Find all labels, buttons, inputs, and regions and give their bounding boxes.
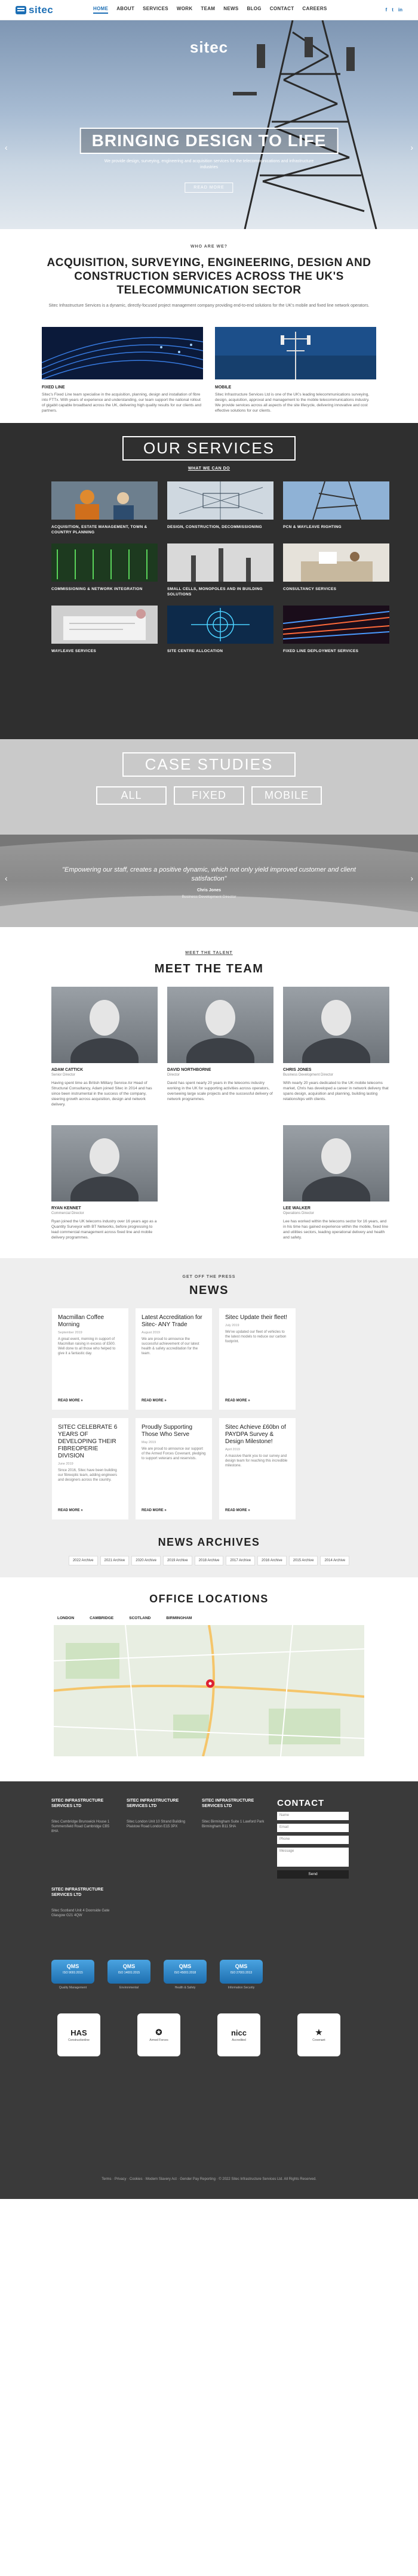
member-name: ADAM CATTICK (51, 1068, 84, 1072)
fixed-line-text: Sitec's Fixed Line team specialise in the acquisition, planning, design and installation of fibre into FTTx. With years of experience and understanding, our team support the national rollout of gigabit capable broadband across the UK, delivering high quality results for our clients and partners. (42, 393, 202, 413)
footer-columns-row2 (0, 1879, 418, 1918)
contact-form (277, 1798, 349, 1879)
team-row (0, 1107, 418, 1240)
news-card-title: Sitec Update their fleet! (225, 1314, 287, 1321)
member-name: DAVID NORTHBORNE (167, 1068, 211, 1072)
service-image (51, 543, 158, 582)
service-image (283, 481, 389, 520)
avatar (283, 1125, 389, 1201)
chevron-right-icon[interactable]: › (410, 873, 413, 883)
fixed-line-title: FIXED LINE (42, 385, 65, 390)
facebook-icon[interactable]: f (385, 7, 388, 13)
chevron-left-icon[interactable]: ‹ (5, 873, 8, 883)
service-label: CONSULTANCY SERVICES (283, 587, 337, 591)
news-kicker: GET OFF THE PRESS (182, 1275, 236, 1279)
news-card[interactable] (52, 1418, 128, 1519)
office-map[interactable] (54, 1625, 364, 1756)
tab-birmingham[interactable]: BIRMINGHAM (166, 1616, 192, 1620)
service-label: SMALL CELLS, MONOPOLES AND IN BUILDING SOLUTIONS (167, 587, 263, 597)
team-kicker: MEET THE TALENT (185, 951, 233, 955)
nicc-seal-icon: nicc Accredited (217, 2013, 260, 2056)
services-section (0, 423, 418, 739)
site-header (0, 0, 418, 20)
read-more-link[interactable]: READ MORE » (225, 1509, 250, 1512)
news-card-empty (303, 1418, 379, 1519)
news-card-text: Since 2016, Sitec have been building our fibreoptic team, adding engineers and designers across the country. (58, 1469, 118, 1482)
archive-link[interactable]: 2014 Archive (320, 1556, 349, 1565)
nav-team[interactable]: TEAM (201, 6, 216, 11)
service-image (167, 481, 273, 520)
team-member[interactable] (51, 987, 158, 1107)
archive-links (0, 1556, 418, 1565)
contact-title: CONTACT (277, 1798, 325, 1808)
news-card-empty (303, 1308, 379, 1410)
member-name: RYAN KENNET (51, 1206, 81, 1210)
fibre-optic-image (42, 327, 203, 379)
news-card-title: Proudly Supporting Those Who Serve (142, 1424, 193, 1438)
footer-company: SITEC INFRASTRUCTURE SERVICES LTD (51, 1799, 104, 1808)
case-studies-section (0, 739, 418, 835)
nav-contact[interactable]: CONTACT (269, 6, 294, 11)
archive-link[interactable]: 2022 Archive (69, 1556, 98, 1565)
member-role: Director (167, 1073, 180, 1077)
service-image (167, 606, 273, 644)
footer-columns (0, 1798, 418, 1879)
team-member[interactable] (167, 987, 273, 1107)
service-card[interactable] (283, 543, 389, 597)
news-card-text: We are proud to announce our support of the Armed Forces Covenant, pledging to support veterans and reservists. (142, 1447, 206, 1460)
news-card-title: Latest Accreditation for Sitec- ANY Trade (142, 1314, 202, 1328)
footer-company: SITEC INFRASTRUCTURE SERVICES LTD (127, 1799, 179, 1808)
message-field[interactable]: Message (277, 1848, 349, 1867)
read-more-link[interactable]: READ MORE » (58, 1509, 83, 1512)
news-card[interactable] (219, 1418, 296, 1519)
service-image (283, 606, 389, 644)
mobile-text: Sitec Infrastructure Services Ltd is one of the UK's leading telecommunications surveying, design, acquisition, approval and management to the mobile telecommunications industry. We provide services across all aspects of the site lifecycle, delivering innovative and cost effective solutions for our clients. (215, 393, 370, 413)
covenant-seal-icon: ★ Covenant (297, 2013, 340, 2056)
footer-address (51, 1887, 116, 1918)
service-label: WAYLEAVE SERVICES (51, 649, 97, 653)
news-card[interactable] (136, 1418, 212, 1519)
qms-icon: QMS ISO 45001:2018 (164, 1960, 207, 1984)
service-image (51, 481, 158, 520)
team-member[interactable] (51, 1125, 158, 1240)
intro-kicker: WHO ARE WE? (190, 245, 228, 249)
news-card-date: August 2019 (142, 1331, 160, 1335)
service-card[interactable] (283, 606, 389, 654)
intro-text: Sitec Infrastructure Services is a dynamic, directly-focused project management company providing end-to-end solutions for the UK's mobile and fixed line network operators. (48, 304, 370, 308)
qms-icon: QMS ISO 14001:2015 (107, 1960, 150, 1984)
archive-link[interactable]: 2021 Archive (100, 1556, 130, 1565)
news-title: NEWS (189, 1284, 229, 1297)
team-member[interactable] (283, 1125, 389, 1240)
footer-address-text: Sitec Cambridge Brunswick House 1 Summersfield Road Cambridge CB5 8HA (51, 1820, 110, 1833)
service-label: SITE CENTRE ALLOCATION (167, 649, 223, 653)
read-more-link[interactable]: READ MORE » (142, 1399, 167, 1403)
armed-forces-seal-icon: ✪ Armed Forces (137, 2013, 180, 2056)
news-section (0, 1258, 418, 1577)
member-role: Business Development Director (283, 1073, 334, 1077)
avatar (167, 987, 273, 1063)
service-card[interactable] (51, 543, 158, 597)
service-card[interactable] (51, 606, 158, 654)
service-card[interactable] (167, 481, 273, 535)
news-card-title: SITEC CELEBRATE 6 YEARS OF DEVELOPING THEIR FIBREOPERIE DIVISION (58, 1424, 118, 1459)
member-name: LEE WALKER (283, 1206, 311, 1210)
service-card[interactable] (167, 606, 273, 654)
news-card-date: April 2019 (225, 1448, 240, 1451)
fixed-line-column (42, 327, 203, 413)
chevron-right-icon[interactable]: › (410, 143, 413, 152)
iso-badge (107, 1960, 150, 1990)
badge-caption: Health & Safety (174, 1986, 196, 1990)
service-label: FIXED LINE DEPLOYMENT SERVICES (283, 649, 359, 653)
services-link[interactable]: WHAT WE CAN DO (188, 467, 230, 471)
chevron-left-icon[interactable]: ‹ (5, 143, 8, 152)
service-label: DESIGN, CONSTRUCTION, DECOMMISSIONING (167, 525, 262, 529)
social-links (386, 7, 402, 13)
news-card-title: Macmillan Coffee Morning (58, 1314, 105, 1328)
mobile-mast-image (215, 327, 376, 379)
service-label: ACQUISITION, ESTATE MANAGEMENT, TOWN & COUNTRY PLANNING (51, 525, 147, 535)
team-row (0, 976, 418, 1107)
nav-blog[interactable]: BLOG (247, 6, 262, 11)
service-image (51, 606, 158, 644)
map-pin-icon (206, 1679, 214, 1688)
archive-link[interactable]: 2020 Archive (131, 1556, 161, 1565)
member-bio: Ryan joined the UK telecoms industry over 16 years ago as a Quantity Surveyor with BT Networks, before progressing to lead commercial management across fixed line and mobile delivery programmes. (51, 1219, 157, 1240)
linkedin-icon[interactable]: in (398, 7, 402, 13)
services-grid (0, 471, 418, 654)
badge-caption: Quality Management (59, 1986, 87, 1990)
services-title: OUR SERVICES (122, 436, 296, 461)
news-card-date: May 2019 (142, 1441, 156, 1444)
news-card[interactable] (136, 1308, 212, 1410)
tab-scotland[interactable]: SCOTLAND (129, 1616, 151, 1620)
nav-services[interactable]: SERVICES (143, 6, 168, 11)
hero-logo: sitec (189, 38, 229, 56)
certification-badges (0, 1918, 418, 1990)
news-card-date: September 2019 (58, 1331, 82, 1335)
hero-subtitle: We provide design, surveying, engineering and acquisition services for the telecommunications and infrastructure industries (104, 159, 314, 169)
mobile-title: MOBILE (215, 385, 232, 390)
email-field[interactable]: Email (277, 1824, 349, 1832)
archive-link[interactable]: 2018 Archive (195, 1556, 224, 1565)
qms-icon: QMS ISO 9001:2015 (51, 1960, 94, 1984)
news-card-title: Sitec Achieve £60bn of PAYDPA Survey & Design Milestone! (225, 1424, 286, 1445)
legal-links[interactable]: Terms · Privacy · Cookies · Modern Slavery Act · Gender Pay Reporting · © 2022 Sitec Infrastructure Services Ltd. All Rights Reserved. (102, 2177, 316, 2181)
news-card-text: We've updated our fleet of vehicles to the latest models to reduce our carbon footprint. (225, 1330, 287, 1343)
archive-link[interactable]: 2015 Archive (289, 1556, 318, 1565)
phone-field[interactable]: Phone (277, 1836, 349, 1844)
member-role: Commercial Director (51, 1212, 84, 1215)
read-more-link[interactable]: READ MORE » (225, 1399, 250, 1403)
fixed-mobile-columns (0, 315, 418, 423)
iso-badge (51, 1960, 94, 1990)
member-role: Operations Director (283, 1212, 315, 1215)
team-spacer (167, 1125, 273, 1240)
member-bio: David has spent nearly 20 years in the telecoms industry working in the UK for supporting activities across operators, overseeing large scale projects and the successful delivery of network programmes. (167, 1081, 273, 1101)
news-card-text: We are proud to announce the successful achievement of our latest health & safety accreditation for the team. (142, 1338, 199, 1355)
name-field[interactable]: Name (277, 1812, 349, 1820)
twitter-icon[interactable]: t (392, 7, 394, 13)
hero-title: BRINGING DESIGN TO LIFE (80, 128, 339, 154)
tab-cambridge[interactable]: CAMBRIDGE (90, 1616, 114, 1620)
has-seal-icon: HAS Constructionline (57, 2013, 100, 2056)
offices-title: OFFICE LOCATIONS (149, 1593, 269, 1605)
nav-work[interactable]: WORK (176, 6, 193, 11)
archive-link[interactable]: 2016 Archive (257, 1556, 287, 1565)
avatar (51, 1125, 158, 1201)
archive-link[interactable]: 2017 Archive (226, 1556, 255, 1565)
quote-text: "Empowering our staff, creates a positive dynamic, which not only yield improved customer and client satisfaction" (62, 866, 356, 882)
footer-address (202, 1798, 266, 1879)
member-role: Senior Director (51, 1073, 76, 1077)
filter-mobile[interactable]: MOBILE (251, 786, 322, 805)
service-card[interactable] (283, 481, 389, 535)
read-more-link[interactable]: READ MORE » (142, 1509, 167, 1512)
logo[interactable] (16, 4, 87, 16)
service-image (283, 543, 389, 582)
news-card-date: June 2019 (58, 1462, 73, 1466)
news-grid (0, 1298, 418, 1519)
news-card-text: A massive thank you to our survey and design team for reaching this incredible milestone. (225, 1454, 288, 1468)
qms-icon: QMS ISO 27001:2013 (220, 1960, 263, 1984)
service-card[interactable] (167, 543, 273, 597)
member-bio: With nearly 20 years dedicated to the UK mobile telecoms market, Chris has developed a career in network delivery that spans design, acquisition and planning, building lasting relationships with clients. (283, 1081, 389, 1101)
intro-section (0, 229, 418, 315)
service-label: PCN & WAYLEAVE RIGHTING (283, 525, 342, 529)
footer-address-text: Sitec Birmingham Suite 1 Lawford Park Birmingham B11 5HA (202, 1820, 265, 1828)
testimonial-slider (0, 835, 418, 927)
sitec-logo-icon (16, 6, 26, 14)
news-card[interactable] (52, 1308, 128, 1410)
archives-title: NEWS ARCHIVES (158, 1536, 260, 1548)
read-more-link[interactable]: READ MORE » (58, 1399, 83, 1403)
service-card[interactable] (51, 481, 158, 535)
footer-company: SITEC INFRASTRUCTURE SERVICES LTD (202, 1799, 254, 1808)
news-card-text: A great event, morning in support of Macmillan raising in excess of £500. Well done to all those who helped to give it a fantastic day. (58, 1338, 116, 1355)
iso-badge (220, 1960, 263, 1990)
news-card-date: July 2019 (225, 1324, 239, 1327)
site-footer (0, 1781, 418, 2199)
badge-caption: Information Security (228, 1986, 255, 1990)
footer-address (51, 1798, 116, 1879)
quote-author: Chris Jones (196, 888, 222, 892)
offices-section (0, 1577, 418, 1781)
nav-news[interactable]: NEWS (223, 6, 239, 11)
mobile-column (215, 327, 376, 413)
footer-address-text: Sitec Scotland Unit 4 Doonside Gate Glasgow G21 4QW (51, 1909, 110, 1917)
nav-about[interactable]: ABOUT (116, 6, 135, 11)
news-archives (0, 1536, 418, 1565)
hero-slider (0, 20, 418, 229)
filter-all[interactable]: ALL (96, 786, 167, 805)
badge-caption: Environmental (119, 1986, 139, 1990)
case-study-filters (0, 786, 418, 805)
office-tabs (0, 1605, 418, 1620)
service-label: COMMISSIONING & NETWORK INTEGRATION (51, 587, 143, 591)
send-button[interactable]: Send (277, 1870, 349, 1879)
telecom-tower-image (221, 20, 394, 229)
news-card[interactable] (219, 1308, 296, 1410)
intro-heading: ACQUISITION, SURVEYING, ENGINEERING, DESIGN AND CONSTRUCTION SERVICES ACROSS THE UK'S TELECOMMUNICATION SECTOR (47, 257, 371, 296)
member-bio: Lee has worked within the telecoms sector for 16 years, and in his time has gained experience within the mobile, fixed line and utilities sectors, leading operational delivery and health and safety. (283, 1219, 388, 1240)
tab-london[interactable]: LONDON (57, 1616, 75, 1620)
team-member[interactable] (283, 987, 389, 1107)
archive-link[interactable]: 2019 Archive (163, 1556, 192, 1565)
nav-careers[interactable]: CAREERS (302, 6, 327, 11)
iso-badge (164, 1960, 207, 1990)
case-studies-title: CASE STUDIES (122, 752, 296, 777)
main-nav (93, 6, 327, 14)
quote-role: Business Development Director (182, 895, 236, 899)
footer-address (127, 1798, 191, 1879)
member-name: CHRIS JONES (283, 1068, 312, 1072)
hero-read-more-button[interactable]: READ MORE (185, 183, 233, 193)
footer-company: SITEC INFRASTRUCTURE SERVICES LTD (51, 1888, 104, 1897)
team-title: MEET THE TEAM (154, 962, 264, 975)
logo-text: sitec (29, 4, 54, 16)
nav-home[interactable]: HOME (93, 6, 108, 14)
team-section (0, 927, 418, 1258)
member-bio: Having spent time as British Military Service Air Head of Structural Consultancy, Adam joined Sitec in 2014 and has since been instrumental in the success of the company, steering growth across acquisition, design and network delivery. (51, 1081, 152, 1107)
filter-fixed[interactable]: FIXED (174, 786, 244, 805)
avatar (51, 987, 158, 1063)
avatar (283, 987, 389, 1063)
service-image (167, 543, 273, 582)
accreditation-seals (0, 1990, 418, 2056)
footer-address-text: Sitec London Unit 10 Strand Building Plaistow Road London E15 3PX (127, 1820, 186, 1828)
